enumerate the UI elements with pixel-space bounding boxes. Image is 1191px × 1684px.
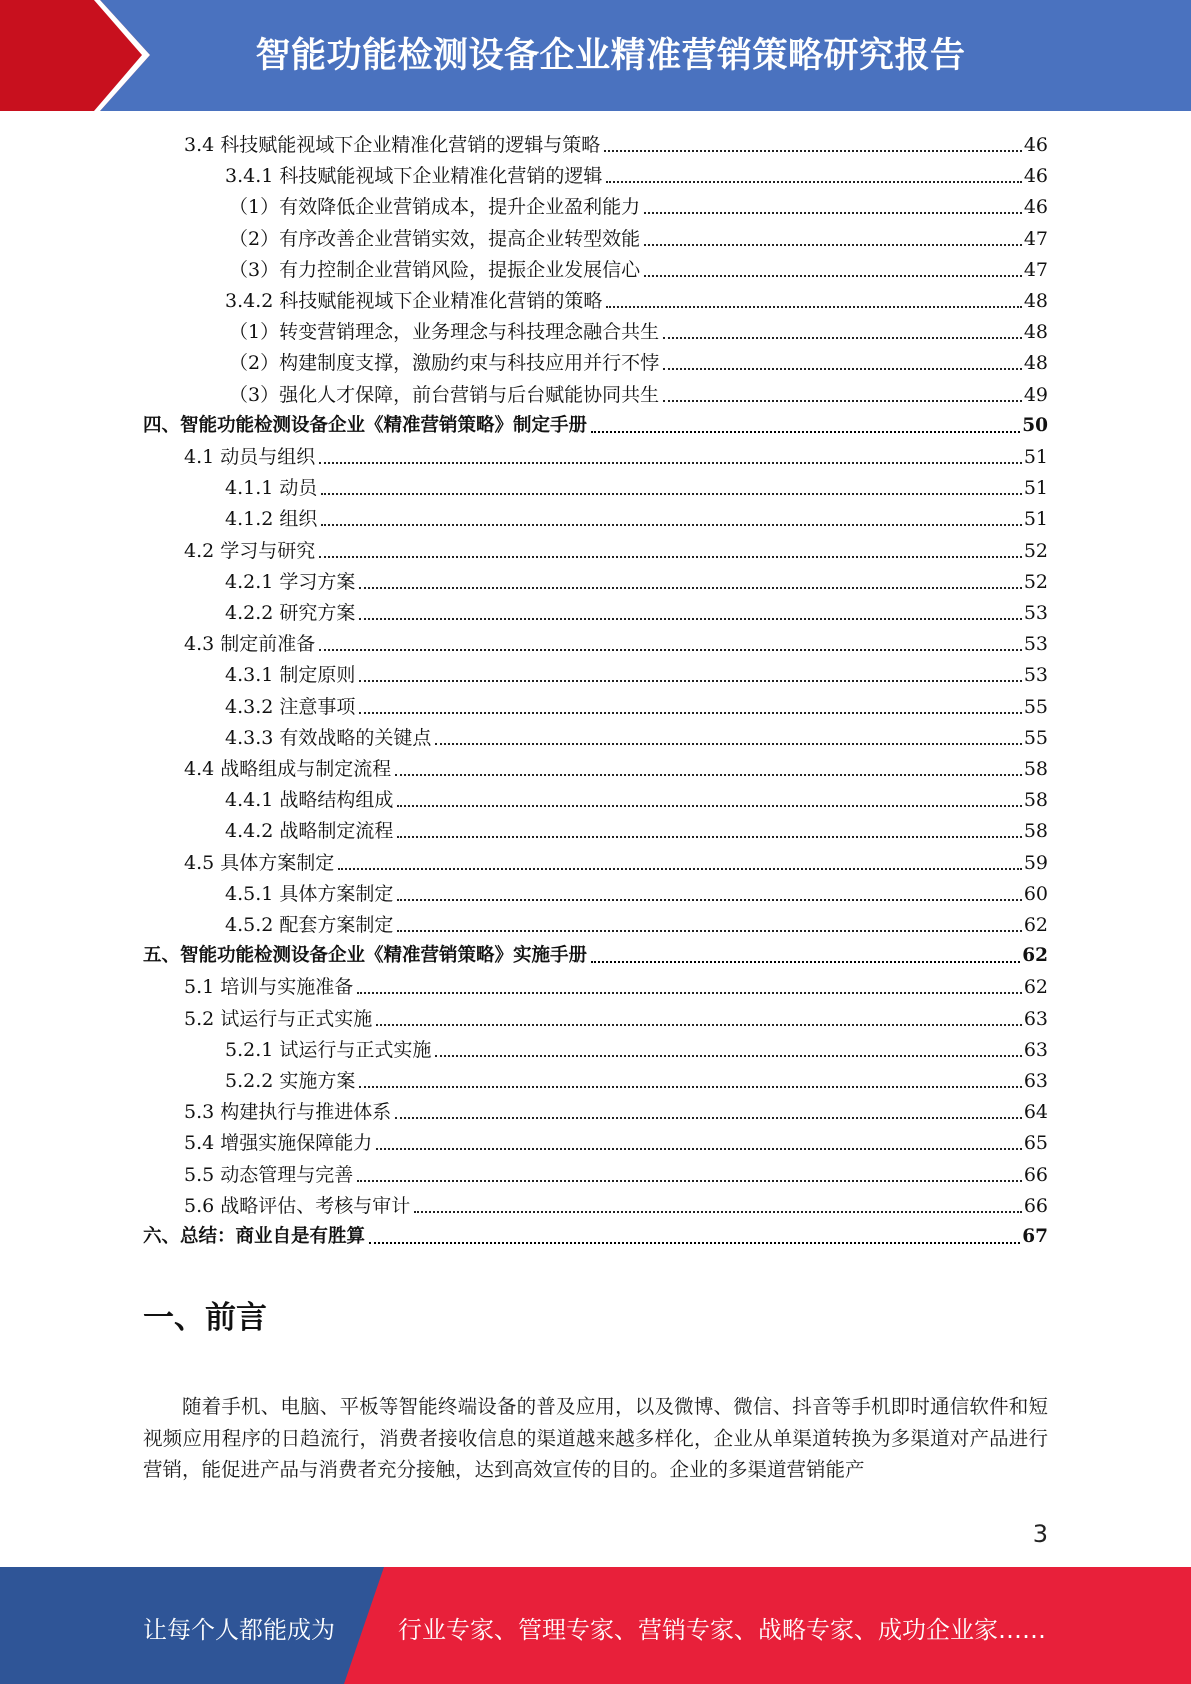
- toc-dot-leader: [663, 368, 1022, 370]
- toc-entry-page: 67: [1022, 1226, 1048, 1247]
- toc-entry-label: （1）转变营销理念，业务理念与科技理念融合共生: [229, 321, 660, 344]
- toc-entry-page: 60: [1023, 882, 1048, 905]
- toc-entry[interactable]: [225, 721, 1048, 751]
- toc-entry-page: 55: [1023, 726, 1048, 749]
- toc-dot-leader: [319, 649, 1022, 651]
- toc-entry-label: 4.5.2 配套方案制定: [225, 914, 394, 936]
- toc-entry-page: 47: [1023, 227, 1048, 250]
- toc-entry-page: 48: [1023, 290, 1048, 312]
- toc-entry-page: 47: [1023, 258, 1048, 281]
- toc-entry-label: 4.1.2 组织: [225, 508, 318, 531]
- toc-dot-leader: [435, 1055, 1021, 1057]
- toc-dot-leader: [397, 805, 1021, 807]
- toc-entry[interactable]: [184, 440, 1048, 470]
- toc-entry-label: 5.3 构建执行与推进体系: [184, 1101, 392, 1124]
- toc-dot-leader: [397, 836, 1021, 838]
- toc-entry-page: 53: [1023, 664, 1048, 687]
- toc-entry[interactable]: [225, 502, 1048, 532]
- toc-entry-label: 4.3.1 制定原则: [225, 664, 356, 687]
- toc-dot-leader: [663, 400, 1022, 402]
- toc-entry[interactable]: [225, 1033, 1048, 1063]
- toc-entry-label: 4.4.2 战略制定流程: [225, 820, 394, 843]
- toc-dot-leader: [606, 306, 1021, 308]
- toc-dot-leader: [357, 1180, 1022, 1182]
- toc-dot-leader: [644, 212, 1022, 214]
- toc-entry-label: 3.4 科技赋能视域下企业精准化营销的逻辑与策略: [184, 134, 601, 156]
- toc-entry-label: （3）强化人才保障，前台营销与后台赋能协同共生: [229, 383, 660, 406]
- toc-entry-label: 5.1 培训与实施准备: [184, 976, 354, 999]
- toc-entry-page: 52: [1023, 539, 1048, 562]
- toc-dot-leader: [359, 680, 1021, 682]
- toc-entry-label: 5.2.2 实施方案: [225, 1070, 356, 1092]
- report-title: 智能功能检测设备企业精准营销策略研究报告: [255, 36, 966, 76]
- toc-entry[interactable]: [225, 783, 1048, 813]
- toc-dot-leader: [414, 1211, 1022, 1213]
- toc-entry[interactable]: [225, 565, 1048, 595]
- toc-entry[interactable]: [184, 534, 1048, 564]
- toc-entry-label: 5.2 试运行与正式实施: [184, 1007, 373, 1030]
- page-header: [0, 0, 1191, 111]
- toc-entry[interactable]: [184, 970, 1048, 1000]
- toc-entry[interactable]: [225, 471, 1048, 501]
- toc-entry[interactable]: [229, 346, 1048, 376]
- toc-dot-leader: [321, 493, 1021, 495]
- toc-entry[interactable]: [225, 690, 1048, 720]
- toc-entry-page: 51: [1023, 508, 1048, 531]
- toc-entry[interactable]: [184, 627, 1048, 657]
- toc-entry-label: 4.3 制定前准备: [184, 633, 316, 656]
- toc-dot-leader: [591, 961, 1020, 963]
- toc-entry-label: 4.1 动员与组织: [184, 446, 316, 468]
- toc-entry-label: 5.2.1 试运行与正式实施: [225, 1038, 432, 1061]
- toc-entry-label: 4.2.1 学习方案: [225, 570, 356, 593]
- toc-dot-leader: [397, 930, 1021, 932]
- toc-dot-leader: [321, 524, 1021, 526]
- toc-entry[interactable]: [184, 1158, 1048, 1188]
- toc-entry-label: 六、总结：商业自是有胜算: [143, 1226, 366, 1247]
- toc-entry[interactable]: [229, 378, 1048, 408]
- toc-entry[interactable]: [225, 814, 1048, 844]
- toc-entry-label: 4.3.3 有效战略的关键点: [225, 726, 432, 749]
- toc-entry-page: 53: [1023, 633, 1048, 656]
- toc-entry-page: 65: [1023, 1132, 1048, 1155]
- page-number: 3: [1032, 1520, 1048, 1548]
- toc-entry-page: 49: [1023, 383, 1048, 406]
- toc-chapter-entry[interactable]: [143, 1220, 1048, 1250]
- toc-entry-page: 51: [1023, 477, 1048, 500]
- toc-dot-leader: [644, 275, 1022, 277]
- toc-entry[interactable]: [184, 1126, 1048, 1156]
- toc-entry-page: 58: [1023, 789, 1048, 812]
- toc-entry[interactable]: [225, 1064, 1048, 1094]
- toc-entry[interactable]: [184, 128, 1048, 158]
- toc-entry-page: 58: [1023, 820, 1048, 843]
- toc-entry-page: 55: [1023, 695, 1048, 718]
- toc-entry-page: 46: [1023, 165, 1048, 188]
- toc-dot-leader: [319, 556, 1022, 558]
- toc-dot-leader: [359, 587, 1021, 589]
- toc-dot-leader: [376, 1148, 1022, 1150]
- body-paragraph: 随着手机、电脑、平板等智能终端设备的普及应用，以及微博、微信、抖音等手机即时通信软件和短视频应用程序的日趋流行，消费者接收信息的渠道越来越多样化，企业从单渠道转换为多渠道对产品进行营销，能促进产品与消费者充分接触，达到高效宣传的目的。企业的多渠道营销能产: [143, 1395, 1048, 1481]
- section-heading: 一、前言: [143, 1300, 267, 1336]
- toc-dot-leader: [435, 743, 1021, 745]
- toc-dot-leader: [397, 899, 1021, 901]
- toc-entry-label: （3）有力控制企业营销风险，提振企业发展信心: [229, 258, 641, 281]
- toc-entry-label: 4.1.1 动员: [225, 477, 318, 500]
- toc-entry-label: 5.5 动态管理与完善: [184, 1163, 354, 1186]
- toc-dot-leader: [369, 1242, 1020, 1244]
- toc-dot-leader: [319, 462, 1022, 464]
- toc-chapter-entry[interactable]: [143, 939, 1048, 969]
- toc-entry-page: 64: [1023, 1101, 1048, 1124]
- toc-entry-label: 4.4 战略组成与制定流程: [184, 758, 392, 780]
- toc-entry-label: （2）有序改善企业营销实效，提高企业转型效能: [229, 227, 641, 250]
- toc-dot-leader: [359, 1086, 1021, 1088]
- toc-entry[interactable]: [184, 846, 1048, 876]
- toc-entry-label: （1）有效降低企业营销成本，提升企业盈利能力: [229, 196, 641, 219]
- toc-dot-leader: [395, 1117, 1022, 1119]
- toc-entry-page: 53: [1023, 602, 1048, 624]
- toc-entry-page: 50: [1022, 414, 1048, 436]
- toc-dot-leader: [395, 774, 1022, 776]
- toc-dot-leader: [359, 618, 1021, 620]
- toc-entry-page: 66: [1023, 1194, 1048, 1217]
- toc-entry-page: 46: [1023, 134, 1048, 156]
- toc-entry-page: 48: [1023, 321, 1048, 344]
- toc-entry[interactable]: [184, 1095, 1048, 1125]
- toc-dot-leader: [604, 150, 1022, 152]
- toc-entry[interactable]: [229, 253, 1048, 283]
- toc-entry-label: 4.5.1 具体方案制定: [225, 882, 394, 905]
- toc-entry-page: 48: [1023, 352, 1048, 375]
- toc-dot-leader: [606, 181, 1021, 183]
- toc-entry[interactable]: [225, 877, 1048, 907]
- toc-entry-page: 63: [1023, 1038, 1048, 1061]
- toc-entry-label: 4.5 具体方案制定: [184, 851, 335, 874]
- toc-dot-leader: [663, 337, 1022, 339]
- toc-dot-leader: [338, 868, 1022, 870]
- toc-entry[interactable]: [229, 315, 1048, 345]
- toc-entry-label: （2）构建制度支撑，激励约束与科技应用并行不悖: [229, 352, 660, 375]
- toc-entry-label: 3.4.1 科技赋能视域下企业精准化营销的逻辑: [225, 165, 603, 188]
- toc-entry-label: 5.6 战略评估、考核与审计: [184, 1194, 411, 1217]
- page-footer: [0, 1567, 1191, 1684]
- toc-entry[interactable]: [225, 908, 1048, 938]
- toc-entry[interactable]: [225, 284, 1048, 314]
- toc-entry-page: 58: [1023, 758, 1048, 780]
- toc-entry[interactable]: [229, 222, 1048, 252]
- toc-entry-page: 66: [1023, 1163, 1048, 1186]
- toc-entry-page: 63: [1023, 1007, 1048, 1030]
- toc-entry-page: 63: [1023, 1070, 1048, 1092]
- toc-entry-page: 59: [1023, 851, 1048, 874]
- toc-dot-leader: [359, 712, 1021, 714]
- toc-entry-label: 四、智能功能检测设备企业《精准营销策略》制定手册: [143, 414, 588, 436]
- toc-entry[interactable]: [229, 190, 1048, 220]
- toc-entry-label: 5.4 增强实施保障能力: [184, 1132, 373, 1155]
- toc-entry[interactable]: [225, 596, 1048, 626]
- toc-entry-page: 46: [1023, 196, 1048, 219]
- toc-entry[interactable]: [225, 159, 1048, 189]
- toc-entry[interactable]: [184, 752, 1048, 782]
- toc-entry-label: 五、智能功能检测设备企业《精准营销策略》实施手册: [143, 945, 588, 967]
- toc-entry-page: 52: [1023, 570, 1048, 593]
- footer-slogan-right: 行业专家、管理专家、营销专家、战略专家、成功企业家……: [398, 1616, 1046, 1644]
- toc-entry-page: 51: [1023, 446, 1048, 468]
- toc-entry-page: 62: [1023, 914, 1048, 936]
- toc-entry-label: 4.2.2 研究方案: [225, 602, 356, 624]
- toc-entry-label: 4.2 学习与研究: [184, 539, 316, 562]
- toc-entry[interactable]: [184, 1002, 1048, 1032]
- footer-slogan-left: 让每个人都能成为: [143, 1616, 335, 1644]
- toc-entry-label: 4.3.2 注意事项: [225, 695, 356, 718]
- toc-entry-page: 62: [1023, 976, 1048, 999]
- toc-dot-leader: [376, 1024, 1022, 1026]
- toc-dot-leader: [644, 244, 1022, 246]
- toc-entry[interactable]: [184, 1189, 1048, 1219]
- toc-chapter-entry[interactable]: [143, 409, 1048, 439]
- toc-entry-label: 3.4.2 科技赋能视域下企业精准化营销的策略: [225, 290, 603, 312]
- toc-entry-label: 4.4.1 战略结构组成: [225, 789, 394, 812]
- toc-entry[interactable]: [225, 658, 1048, 688]
- toc-dot-leader: [357, 992, 1022, 994]
- toc-dot-leader: [591, 431, 1020, 433]
- toc-entry-page: 62: [1022, 945, 1048, 967]
